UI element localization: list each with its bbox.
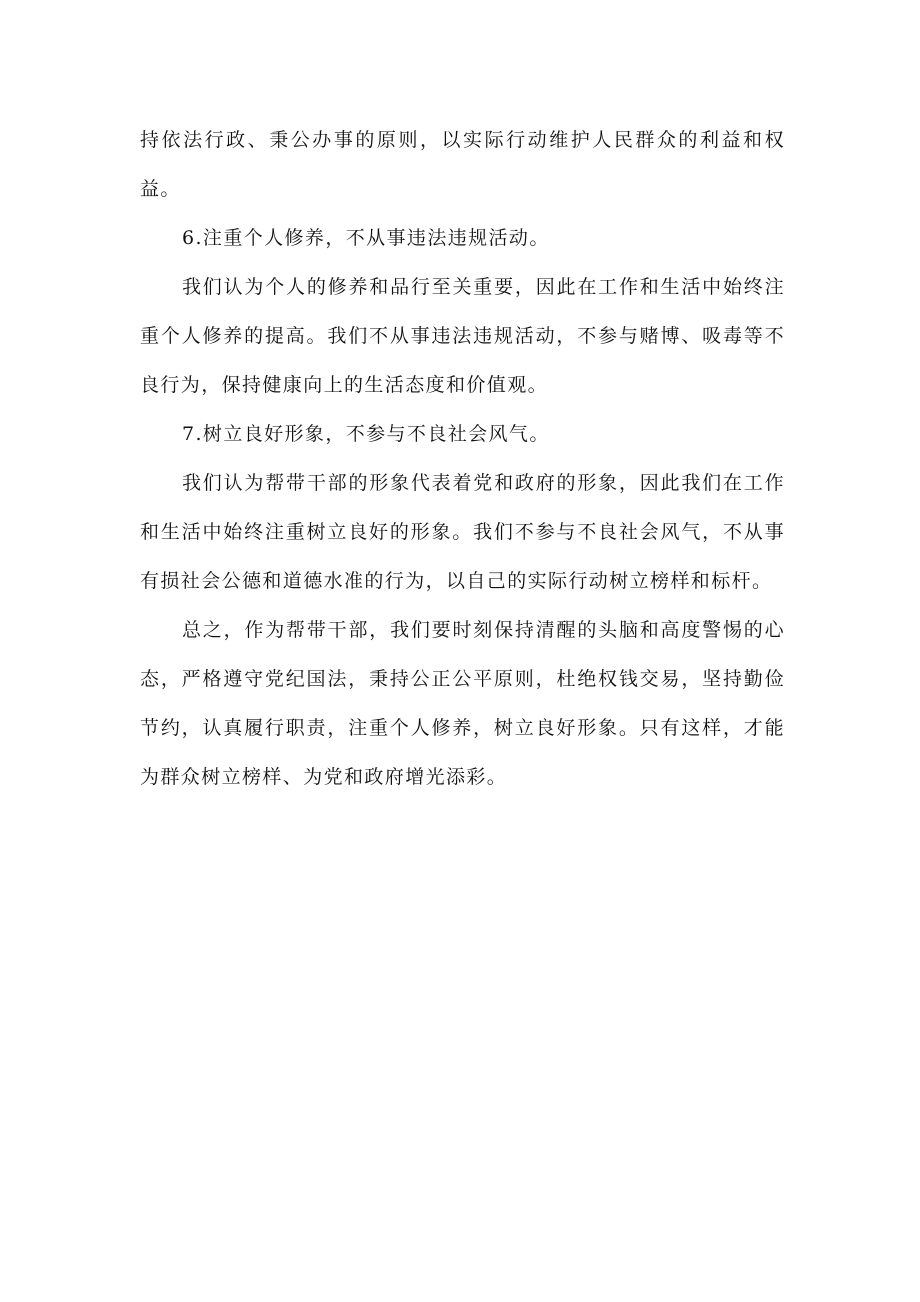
paragraph-continuation: 持依法行政、秉公办事的原则，以实际行动维护人民群众的利益和权益。: [140, 129, 785, 200]
item-6-body: 我们认为个人的修养和品行至关重要，因此在工作和生活中始终注重个人修养的提高。我们不从事违法违规活动，不参与赌博、吸毒等不良行为，保持健康向上的生活态度和价值观。: [140, 276, 785, 396]
item-7-heading: 7.树立良好形象，不参与不良社会风气。: [182, 423, 550, 445]
item-6-heading: 6.注重个人修养，不从事违法违规活动。: [182, 227, 550, 249]
item-7-body: 我们认为帮带干部的形象代表着党和政府的形象，因此我们在工作和生活中始终注重树立良好的形象。我们不参与不良社会风气，不从事有损社会公德和道德水准的行为，以自己的实际行动树立榜样和标杆。: [140, 472, 785, 592]
paragraph-conclusion: 总之，作为帮带干部，我们要时刻保持清醒的头脑和高度警惕的心态，严格遵守党纪国法，秉持公正公平原则，杜绝权钱交易，坚持勤俭节约，认真履行职责，注重个人修养，树立良好形象。只有这样，才能为群众树立榜样、为党和政府增光添彩。: [140, 619, 785, 788]
document-body: [140, 116, 785, 802]
